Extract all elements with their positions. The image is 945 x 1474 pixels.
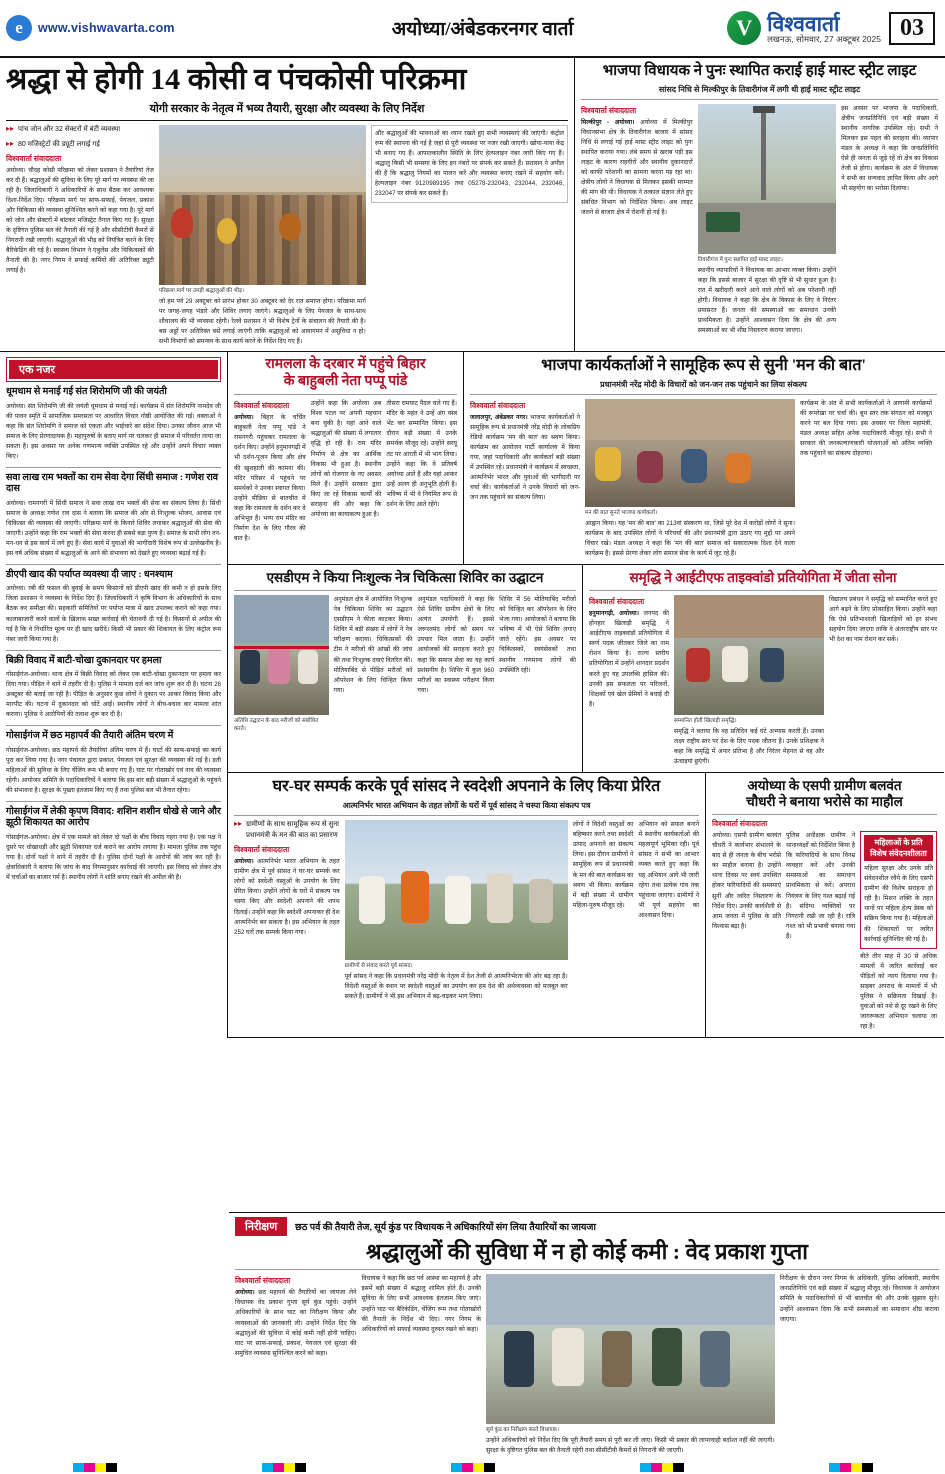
inspection-byline: विश्ववार्ता संवाददाता — [235, 1276, 291, 1286]
cmyk-group — [73, 1463, 117, 1472]
door-to-door-headline: घर-घर सम्पर्क करके पूर्व सांसद ने स्वदेशी अपनाने के लिए किया प्रेरित — [272, 778, 661, 796]
lead-bullet-0: पांच जोन और 32 सेक्टरों में बंटी व्यवस्था — [18, 126, 121, 133]
bullet-arrow-icon: ▸▸ — [6, 124, 15, 133]
inspection-label: निरीक्षण — [235, 1217, 287, 1236]
ek-nazar-text-4: गोसाईगंज-अयोध्या। छठ महापर्व की तैयारियां अंतिम चरण में हैं। घाटों की साफ-सफाई का कार्य पूरा कर लिया गया है। नगर पंचायत द्वारा प्रकाश, पेयजल एवं सुरक्षा की व्यवस्था की गई है। व्रती महिलाओं की सुविधा के लिए चेंजिंग रूम भी बनाए गए हैं। घाट पर गोताखोर एवं नाव की व्यवस्था रहेगी। आयोजन समिति के पदाधिकारियों ने बताया कि इस बार बड़ी संख्या में श्रद्धालुओं के पहुंचने की संभावना है। सुरक्षा के पुख्ता इंतजाम किए गए हैं तथा पुलिस बल भी तैनात रहेगा। — [6, 746, 221, 794]
door-to-door-byline: विश्ववार्ता संवाददाता — [234, 845, 290, 855]
cmyk-group — [262, 1463, 306, 1472]
brand-logo — [727, 11, 881, 45]
taekwondo-headline: समृद्धि ने आईटीएफ ताइक्वांडो प्रतियोगिता में जीता सोना — [629, 570, 897, 586]
sp-rural-headline-line2: चौधरी ने बनाया भरोसे का माहौल — [746, 794, 903, 810]
mann-ki-baat-story — [464, 352, 943, 564]
top-right-subhead: सांसद निधि से मिल्कीपुर के तिवारीगंज में लगी थी हाई मास्ट स्ट्रीट लाइट — [658, 84, 861, 94]
inspection-col-2: विधायक ने कहा कि छठ पर्व आस्था का महापर्व है और इसमें बड़ी संख्या में श्रद्धालु शामिल होते हैं। उनकी सुविधा के लिए सभी आवश्यक इंतजाम किए जाएं। उन्होंने घाट पर बैरिकेडिंग, चेंजिंग रूम तथा गोताखोरों की तैनाती के निर्देश भी दिए। नगर निगम के अधिकारियों को सफाई व्यवस्था दुरुस्त रखने को कहा। — [361, 1275, 481, 1333]
ek-nazar-item[interactable] — [6, 473, 221, 559]
ramlala-col-3: तीसरा रामघाट पैदल चले गए हैं। मंदिर के महंत ने उन्हें अंग वस्त्र भेंट कर सम्मानित किया। इस दौरान बड़ी संख्या में उनके समर्थक मौजूद रहे। उन्होंने सरयू तट पर आरती में भी भाग लिया। उन्होंने कहा कि वे प्रतिवर्ष अयोध्या आते हैं और यहां आकर उन्हें अलग ही अनुभूति होती है। भविष्य में भी वे नियमित रूप से दर्शन के लिए आते रहेंगे। — [386, 400, 457, 508]
top-right-photo — [698, 104, 836, 254]
mann-ki-baat-headline: भाजपा कार्यकर्ताओं ने सामूहिक रूप से सुनी 'मन की बात' — [541, 357, 866, 375]
door-to-door-dateline: अयोध्या। — [234, 858, 254, 866]
ek-nazar-text-3: गोसाईगंज-अयोध्या। थाना क्षेत्र में बिक्री विवाद को लेकर एक बाटी-चोखा दुकानदार पर हमला कर दिया गया। पीड़ित ने थाने में तहरीर दी है। पुलिस ने मामला दर्ज कर जांच शुरू कर दी है। घटना 26 अक्टूबर की बताई जा रही है। पीड़ित के अनुसार कुछ लोगों ने दुकान पर आकर विवाद किया और मारपीट की। घटना में दुकानदार को चोटें आईं। स्थानीय लोगों ने बीच-बचाव कर मामला शांत कराया। पुलिस ने आरोपियों की तलाश शुरू कर दी है। — [6, 671, 221, 719]
sdm-camp-col-3: शिविर में 56 मोतियाबिंद मरीजों को चिन्हित कर ऑपरेशन के लिए भेजा गया। आयोजकों ने बताया कि भविष्य में भी ऐसे शिविर लगाए जाते रहेंगे। इस अवसर पर चिकित्सकों, स्वयंसेवकों तथा स्थानीय गणमान्य लोगों की उपस्थिति रही। — [499, 596, 576, 674]
ek-nazar-item[interactable] — [6, 656, 221, 721]
ramlala-col-2: उन्होंने कहा कि अयोध्या अब विश्व पटल पर अपनी पहचान बना चुकी है। यहां आने वाले श्रद्धालुओं की संख्या में लगातार वृद्धि हो रही है। राम मंदिर निर्माण से क्षेत्र का आर्थिक विकास भी हुआ है। स्थानीय लोगों को रोजगार के नए अवसर मिले हैं। उन्होंने सरकार द्वारा किए जा रहे विकास कार्यों की सराहना की और कहा कि अयोध्या का कायाकल्प हुआ है। — [310, 400, 382, 518]
taekwondo-col-3: विद्यालय प्रबंधन ने समृद्धि को सम्मानित करते हुए आगे बढ़ने के लिए प्रोत्साहित किया। उन्होंने कहा कि ऐसे प्रतिभाशाली खिलाड़ियों को हर संभव सहयोग दिया जाएगा ताकि वे अंतरराष्ट्रीय स्तर पर भी देश का नाम रोशन कर सकें। — [829, 596, 937, 644]
website-url[interactable]: www.vishwavarta.com — [38, 21, 175, 35]
sp-rural-col-3: बीते तीन माह में 30 से अधिक मामलों में त्वरित कार्रवाई कर पीड़ितों को न्याय दिलाया गया है। साइबर अपराध के मामलों में भी पुलिस ने सक्रियता दिखाई है। युवाओं को नशे से दूर रखने के लिए जागरूकता अभियान चलाया जा रहा है। — [860, 952, 937, 1030]
lead-photo — [159, 125, 366, 285]
sdm-camp-col-2: अनुमंडल पदाधिकारी ने कहा कि ऐसे शिविर ग्रामीण क्षेत्रों के लिए अत्यंत उपयोगी हैं। इससे जरूरतमंद लोगों को समय पर उपचार मिल जाता है। उन्होंने आयोजकों की सराहना करते हुए कहा कि समाज सेवा का यह कार्य प्रशंसनीय है। शिविर में कुल 960 मरीजों का स्वास्थ्य परीक्षण किया गया। — [417, 596, 495, 694]
lead-col-1: अयोध्या। चौदह कोसी परिक्रमा को लेकर प्रशासन ने तैयारियां तेज कर दी हैं। श्रद्धालुओं की सुविधा के लिए पूरे मार्ग पर व्यवस्था की जा रही है। जिलाधिकारी ने अधिकारियों के साथ बैठक कर आवश्यक दिशा-निर्देश दिए। परिक्रमा मार्ग पर साफ-सफाई, पेयजल, प्रकाश और चिकित्सा की व्यवस्था सुनिश्चित करने को कहा गया है। पूरे मार्ग को जोन और सेक्टरों में बांटकर मजिस्ट्रेट तैनात किए गए हैं। सुरक्षा के दृष्टिगत पुलिस बल की तैनाती की गई है और सीसीटीवी कैमरों से निगरानी रखी जाएगी। श्रद्धालुओं की भीड़ को नियंत्रित करने के लिए बैरिकेडिंग की गई है। स्वास्थ्य विभाग ने एंबुलेंस और चिकित्सकों की तैनाती की है। नगर निगम ने सफाई कर्मियों की अतिरिक्त ड्यूटी लगाई है। — [6, 167, 154, 275]
ek-nazar-title-2: डीएपी खाद की पर्याप्त व्यवस्था दी जाए : धनश्याम — [6, 569, 173, 580]
ek-nazar-title-5: गोसाईगंज में लेकी कृपण विवाद: शशिन शशीन धोखे से जाने और झूठी शिकायत का आरोप — [6, 806, 221, 829]
ek-nazar-title-0: धूमधाम से मनाई गई संत शिरोमणि जी की जयंती — [6, 387, 167, 398]
sp-rural-col-2: पुलिस अधीक्षक ग्रामीण ने थानाध्यक्षों को निर्देशित किया है कि फरियादियों के साथ विनम्र व्यवहार करें और उनकी समस्याओं का समाधान प्राथमिकता से करें। अपराध नियंत्रण के लिए गश्त बढ़ाई गई है। संदिग्ध व्यक्तियों पर निगरानी रखी जा रही है। रात्रि गश्त को भी प्रभावी बनाया गया है। — [786, 832, 856, 940]
mann-ki-baat-photo — [585, 399, 795, 507]
cmyk-registration-bars — [0, 1463, 945, 1472]
lead-col-2: जो हम पर्व 29 अक्टूबर को प्रारंभ होकर 30 अक्टूबर को देर रात समाप्त होगा। परिक्रमा मार्ग पर जगह-जगह भंडारे और शिविर लगाए जाएंगे। श्रद्धालुओं के लिए पेयजल के साथ-साथ शौचालय की भी व्यवस्था रहेगी। रेलवे प्रशासन ने भी विशेष ट्रेनों के संचालन की तैयारी की है। बस अड्डों पर अतिरिक्त बसें लगाई जाएंगी ताकि श्रद्धालुओं को आवागमन में असुविधा न हो। सभी विभागों को समन्वय के साथ कार्य करने के निर्देश दिए गए हैं। — [158, 298, 366, 346]
bullet-arrow-icon: ▸▸ — [6, 138, 15, 148]
sdm-camp-col-1: अनुमंडल क्षेत्र में आयोजित निःशुल्क नेत्र चिकित्सा शिविर का उद्घाटन एसडीएम ने फीता काटकर किया। शिविर में बड़ी संख्या में लोगों ने नेत्र परीक्षण कराया। चिकित्सकों की टीम ने मरीजों की आंखों की जांच की तथा निःशुल्क दवाएं वितरित कीं। मोतियाबिंद से पीड़ित मरीजों को ऑपरेशन के लिए चिन्हित किया गया। — [333, 596, 413, 694]
ek-nazar-item[interactable] — [6, 570, 221, 645]
taekwondo-photo-caption: सम्मानित होतीं खिलाड़ी समृद्धि। — [674, 718, 737, 725]
taekwondo-dateline: हनुमानगढ़ी, अयोध्या। — [589, 610, 639, 618]
top-right-col-1: अयोध्या में मिल्कीपुर विधानसभा क्षेत्र के तिवारीगंज बाजार में सांसद निधि से लगाई गई हाई मास्ट स्ट्रीट लाइट को पुनः स्थापित कराया गया। लंबे समय से खराब पड़ी इस लाइट के कारण राहगीरों और स्थानीय दुकानदारों को काफी परेशानी का सामना करना पड़ रहा था। क्षेत्रीय लोगों ने विधायक से मिलकर इसकी मरम्मत की मांग की थी। विधायक ने तत्काल संज्ञान लेते हुए संबंधित विभाग को निर्देशित किया। अब लाइट जलने से बाजार क्षेत्र में रोशनी हो गई है। — [581, 118, 693, 217]
ek-nazar-column — [0, 352, 228, 1038]
lead-bullet-1: 80 मजिस्ट्रेटों की ड्यूटी लगाई गई — [18, 140, 100, 148]
door-to-door-col-3: लोगों ने विदेशी वस्तुओं का बहिष्कार करने तथा स्वदेशी उत्पाद अपनाने का संकल्प लिया। इस दौरान ग्रामीणों ने सामूहिक रूप से प्रधानमंत्री के मन की बात कार्यक्रम का श्रवण भी किया। कार्यक्रम में बड़ी संख्या में ग्रामीण महिला-पुरुष मौजूद रहे। — [572, 821, 634, 909]
ramlala-headline-line1: रामलला के दरबार में पहुंचे बिहार — [265, 357, 426, 373]
door-to-door-story — [228, 773, 706, 1037]
ramlala-dateline: अयोध्या। — [234, 414, 254, 422]
top-right-byline: विश्ववार्ता संवाददाता — [581, 105, 637, 115]
ramlala-story — [228, 352, 464, 564]
taekwondo-story — [583, 565, 943, 772]
inspection-dateline: अयोध्या। — [235, 1289, 255, 1297]
inspection-photo — [486, 1274, 775, 1424]
lead-byline: विश्ववार्ता संवाददाता — [6, 154, 62, 163]
sp-rural-byline: विश्ववार्ता संवाददाता — [712, 819, 768, 829]
bullet-arrow-icon: ▸▸ — [234, 819, 243, 829]
lead-headline: श्रद्धा से होगी 14 कोसी व पंचकोसी परिक्रमा — [6, 63, 467, 96]
ek-nazar-text-1: अयोध्या। रामनगरी में सिंधी समाज ने सवा लाख राम भक्तों की सेवा का संकल्प लिया है। सिंधी समाज के अध्यक्ष गणेश राव दास ने बताया कि समाज की ओर से निःशुल्क भोजन, आवास एवं चिकित्सा की व्यवस्था की जाएगी। परिक्रमा मार्ग के किनारे शिविर लगाकर श्रद्धालुओं की सेवा की जाएगी। उन्होंने कहा कि राम भक्तों की सेवा करना ही सबसे बड़ा पुण्य है। समाज के सभी लोग तन-मन-धन से इस कार्य में लगे हुए हैं। सेवा कार्य में युवाओं की भागीदारी विशेष रूप से उल्लेखनीय है। इस वर्ष अधिक संख्या में श्रद्धालुओं के आने की संभावना को देखते हुए व्यवस्था बढ़ाई गई है। — [6, 499, 221, 557]
sp-rural-headline-line1: अयोध्या के एसपी ग्रामीण बलवंत — [747, 778, 902, 794]
sdm-camp-photo-caption: अतिथि उद्घाटन के बाद मरीजों को संबोधित करते। — [234, 718, 319, 733]
masthead-left — [6, 15, 238, 41]
mann-ki-baat-col-2: आह्वान किया। यह 'मन की बात' का 213वां संस्करण था, जिसे पूरे देश में करोड़ों लोगों ने सुना। कार्यक्रम के बाद उपस्थित लोगों ने परिचर्चा की और प्रधानमंत्री द्वारा उठाए गए मुद्दों पर अपने विचार रखे। मंडल अध्यक्ष ने कहा कि 'मन की बात' समाज को सकारात्मक दिशा देने वाला कार्यक्रम है। इससे प्रेरणा लेकर लोग समाज सेवा के कार्य में जुट रहे हैं। — [585, 520, 795, 558]
door-to-door-col-1: आत्मनिर्भर भारत अभियान के तहत ग्रामीण क्षेत्र में पूर्व सांसद ने घर-घर सम्पर्क कर लोगों को स्वदेशी वस्तुओं के उपयोग के लिए प्रेरित किया। उन्होंने लोगों के घरों में संकल्प पत्र चस्पा किए और स्वदेशी अपनाने की शपथ दिलाई। उन्होंने कहा कि स्वदेशी अपनाकर ही देश आत्मनिर्भर बन सकता है। इस अभियान के तहत 252 घरों तक सम्पर्क किया गया। — [234, 858, 340, 936]
mann-ki-baat-col-3: कार्यक्रम के अंत में सभी कार्यकर्ताओं ने आगामी कार्यक्रमों की रूपरेखा पर चर्चा की। बूथ स्तर तक संगठन को मजबूत करने पर बल दिया गया। इस अवसर पर जिला महामंत्री, मंडल अध्यक्ष सहित अनेक पदाधिकारी मौजूद रहे। सभी ने सरकार की जनकल्याणकारी योजनाओं को अंतिम व्यक्ति तक पहुंचाने का संकल्प दोहराया। — [800, 400, 932, 458]
sp-rural-highlight-text: महिला सुरक्षा और उनके प्रति संवेदनशील रवैये के लिए एसपी ग्रामीण की विशेष सराहना हो रही है। मिशन शक्ति के तहत थानों पर महिला हेल्प डेस्क को सक्रिय किया गया है। महिलाओं की शिकायतों पर त्वरित कार्रवाई सुनिश्चित की गई है। — [864, 865, 933, 943]
sdm-camp-photo — [234, 595, 329, 715]
ek-nazar-title-3: बिक्री विवाद में बाटी-चोखा दुकानदार पर हमला — [6, 655, 162, 666]
cmyk-group — [640, 1463, 684, 1472]
mann-ki-baat-photo-caption: मन की बात सुनते भाजपा कार्यकर्ता। — [585, 510, 658, 517]
inspection-headline: श्रद्धालुओं की सुविधा में न हो कोई कमी : वेद प्रकाश गुप्ता — [366, 1239, 808, 1264]
taekwondo-byline: विश्ववार्ता संवाददाता — [589, 597, 645, 607]
inspection-col-4: निरीक्षण के दौरान नगर निगम के अधिकारी, पुलिस अधिकारी, स्थानीय जनप्रतिनिधि एवं बड़ी संख्या में श्रद्धालु मौजूद रहे। विधायक ने आयोजन समिति के पदाधिकारियों से भी बातचीत की और उनके सुझाव सुने। उन्होंने आश्वासन दिया कि सभी समस्याओं का समाधान शीघ्र कराया जाएगा। — [779, 1275, 940, 1323]
ek-nazar-text-5: गोसाईगंज-अयोध्या। क्षेत्र में एक मामले को लेकर दो पक्षों के बीच विवाद गहरा गया है। एक पक्ष ने दूसरे पर धोखाधड़ी और झूठी शिकायत दर्ज कराने का आरोप लगाया है। मामला पुलिस तक पहुंच गया है। दोनों पक्षों ने थाने में तहरीर दी है। पुलिस दोनों पक्षों के आरोपों की जांच कर रही है। क्षेत्राधिकारी ने बताया कि जांच के बाद नियमानुसार कार्रवाई की जाएगी। इस विवाद को लेकर क्षेत्र में चर्चाओं का बाजार गर्म है। स्थानीय लोगों ने शांति बनाए रखने की अपील की है। — [6, 833, 221, 881]
inspection-strip-text: छठ पर्व की तैयारी तेज, सूर्य कुंड पर विधायक ने अधिकारियों संग लिया तैयारियों का जायजा — [295, 1223, 596, 1233]
top-right-headline: भाजपा विधायक ने पुनः स्थापित कराई हाई मास्ट स्ट्रीट लाइट — [602, 63, 917, 79]
lead-col-3: और श्रद्धालुओं की भावनाओं का ध्यान रखते हुए सभी व्यवस्थाएं की जाएंगी। कंट्रोल रूम की स्थापना की गई है जहां से पूरी व्यवस्था पर नजर रखी जाएगी। खोया-पाया केंद्र भी बनाए गए हैं। आपातकालीन स्थिति के लिए हेल्पलाइन नंबर जारी किए गए हैं। श्रद्धालु किसी भी समस्या के लिए इन नंबरों पर संपर्क कर सकते हैं। प्रशासन ने अपील की है कि श्रद्धालु नियमों का पालन करें और व्यवस्था बनाए रखने में सहयोग करें। हेल्पलाइन नंबर 9120989195 तथा 05278-232043, 232044, 232046, 232047 पर संपर्क कर सकते हैं। — [371, 125, 568, 203]
inspection-story — [229, 1212, 945, 1460]
cmyk-group — [829, 1463, 873, 1472]
ek-nazar-label: एक नजर — [9, 360, 218, 379]
ramlala-byline: विश्ववार्ता संवाददाता — [234, 401, 290, 411]
brand-dateline: लखनऊ, सोमवार, 27 अक्टूबर 2025 — [767, 33, 881, 44]
cmyk-group — [451, 1463, 495, 1472]
taekwondo-photo — [674, 595, 824, 715]
sp-rural-highlight-title: महिलाओं के प्रति विशेष संवेदनशीलता — [864, 835, 933, 861]
edge-browser-icon: e — [6, 15, 32, 41]
door-to-door-photo — [345, 820, 568, 960]
top-right-col-2: स्थानीय व्यापारियों ने विधायक का आभार व्यक्त किया। उन्होंने कहा कि इससे बाजार में सुरक्षा की दृष्टि से भी सुधार हुआ है। रात में खरीदारी करने आने वाले लोगों को अब परेशानी नहीं होगी। विधायक ने कहा कि क्षेत्र के विकास के लिए वे निरंतर प्रयासरत हैं। जनता की समस्याओं का समाधान उनकी प्राथमिकता है। उन्होंने आश्वासन दिया कि क्षेत्र की अन्य समस्याओं का भी शीघ्र निस्तारण कराया जाएगा। — [697, 266, 837, 334]
lead-subhead: योगी सरकार के नेतृत्व में भव्य तैयारी, सुरक्षा और व्यवस्था के लिए निर्देश — [149, 103, 425, 115]
brand-name: विश्ववार्ता — [767, 11, 840, 36]
ek-nazar-text-0: अयोध्या। संत शिरोमणि जी की जयंती धूमधाम से मनाई गई। कार्यक्रम में संत शिरोमणि नामदेव जी की पावन स्मृति में सामाजिक समरसता पर आधारित विचार गोष्ठी आयोजित की गई। वक्ताओं ने कहा कि संत शिरोमणि ने समाज को एकता और भाईचारे का संदेश दिया। उनका जीवन आज भी समाज के लिए प्रेरणादायक है। महापुरुषों के बताए मार्ग पर चलकर ही समाज में परिवर्तन लाया जा सकता है। इस अवसर पर अनेक गणमान्य व्यक्ति उपस्थित रहे और उन्होंने अपने विचार व्यक्त किए। — [6, 402, 221, 460]
door-to-door-subhead: आत्मनिर्भर भारत अभियान के तहत लोगों के घरों में पूर्व सांसद ने चस्पा किया संकल्प पत्र — [342, 801, 591, 811]
inspection-photo-caption: सूर्य कुंड का निरीक्षण करते विधायक। — [485, 1427, 560, 1434]
ek-nazar-item[interactable] — [6, 731, 221, 796]
sp-rural-story — [706, 773, 943, 1037]
top-right-dateline: मिल्कीपुर - अयोध्या। — [581, 118, 635, 126]
edition-title: अयोध्या/अंबेडकरनगर वार्ता — [391, 19, 574, 40]
masthead-right — [727, 11, 935, 45]
page-number: 03 — [889, 12, 935, 45]
ek-nazar-text-2: अयोध्या। रबी की फसल की बुवाई के समय किसानों को डीएपी खाद की कमी न हो इसके लिए जिला प्रशासन ने व्यवस्था के निर्देश दिए हैं। जिलाधिकारी ने कृषि विभाग के अधिकारियों के साथ बैठक कर समीक्षा की। सहकारी समितियों पर पर्याप्त मात्रा में खाद उपलब्ध कराने को कहा गया। कालाबाजारी करने वालों के खिलाफ सख्त कार्रवाई की चेतावनी दी गई है। किसानों से अपील की गई है कि वे निर्धारित मूल्य पर ही खाद खरीदें। किसी भी प्रकार की शिकायत के लिए कंट्रोल रूम नंबर जारी किया गया है। — [6, 585, 221, 643]
door-to-door-col-4: अभियान को सफल बनाने में स्थानीय कार्यकर्ताओं की महत्वपूर्ण भूमिका रही। पूर्व सांसद ने सभी का आभार व्यक्त करते हुए कहा कि यह अभियान आगे भी जारी रहेगा तथा प्रत्येक गांव तक पहुंचाया जाएगा। ग्रामीणों ने भी पूर्ण सहयोग का आश्वासन दिया। — [638, 821, 700, 919]
ramlala-headline-line2: के बाहुबली नेता पप्पू पांडे — [283, 373, 408, 389]
mann-ki-baat-col-1: भाजपा कार्यकर्ताओं ने सामूहिक रूप से प्रधानमंत्री नरेंद्र मोदी के लोकप्रिय रेडियो कार्यक्रम 'मन की बात' का श्रवण किया। कार्यक्रम का आयोजन पार्टी कार्यालय में किया गया, जहां पदाधिकारी और कार्यकर्ता बड़ी संख्या में उपस्थित रहे। प्रधानमंत्री ने कार्यक्रम में स्वच्छता, आत्मनिर्भर भारत और युवाओं की भागीदारी पर चर्चा की। कार्यकर्ताओं ने उनके विचारों को जन-जन तक पहुंचाने का संकल्प लिया। — [470, 414, 580, 502]
ek-nazar-item[interactable] — [6, 387, 221, 462]
taekwondo-col-2: समृद्धि ने बताया कि वह प्रतिदिन कई घंटे अभ्यास करती हैं। उनका लक्ष्य राष्ट्रीय स्तर पर देश के लिए पदक जीतना है। उनके प्रशिक्षक ने कहा कि समृद्धि में अपार प्रतिभा है और निरंतर मेहनत से वह और ऊंचाइयां छुएंगी। — [674, 728, 824, 766]
mann-ki-baat-subhead: प्रधानमंत्री नरेंद्र मोदी के विचारों को जन-जन तक पहुंचाने का लिया संकल्प — [600, 380, 807, 390]
lead-photo-caption: परिक्रमा मार्ग पर उमड़ी श्रद्धालुओं की भीड़। — [158, 288, 245, 294]
ek-nazar-item[interactable] — [6, 807, 221, 883]
inspection-col-3: उन्होंने अधिकारियों को निर्देश दिए कि पूरी तैयारी समय से पूरी कर ली जाए। किसी भी प्रकार की लापरवाही बर्दाश्त नहीं की जाएगी। सुरक्षा के दृष्टिगत पुलिस बल की तैनाती रहेगी तथा सीसीटीवी कैमरों से निगरानी की जाएगी। — [485, 1437, 775, 1455]
mann-ki-baat-dateline: जलालपुर, अंबेडकर नगर। — [470, 414, 528, 422]
door-to-door-photo-caption: ग्रामीणों से संवाद करते पूर्व सांसद। — [344, 963, 413, 970]
mann-ki-baat-byline: विश्ववार्ता संवाददाता — [470, 401, 526, 411]
door-to-door-bullet: ग्रामीणों के साथ सामूहिक रूप से सुना प्रधानमंत्री के मन की बात का प्रसारण — [246, 821, 339, 839]
vishwavarta-logo-icon: V — [727, 11, 761, 45]
lead-bullets — [6, 125, 154, 150]
ramlala-col-1: बिहार के चर्चित बाहुबली नेता पप्पू पांडे ने रामनगरी पहुंचकर रामलला के दर्शन किए। उन्होंने हनुमानगढ़ी में भी दर्शन-पूजन किया और क्षेत्र की खुशहाली की कामना की। मंदिर परिसर में पहुंचने पर समर्थकों ने उनका स्वागत किया। उन्होंने मीडिया से बातचीत में कहा कि रामलला के दर्शन कर वे अभिभूत हैं। भव्य राम मंदिर का निर्माण देश के लिए गौरव की बात है। — [234, 414, 306, 542]
sdm-camp-story — [228, 565, 583, 772]
sdm-camp-headline: एसडीएम ने किया निःशुल्क नेत्र चिकित्सा शिविर का उद्घाटन — [266, 570, 544, 586]
top-right-photo-caption: तिवारीगंज में पुनः स्थापित हाई मास्ट लाइट। — [697, 256, 783, 263]
taekwondo-col-1: जनपद की होनहार खिलाड़ी समृद्धि ने आईटीएफ ताइक्वांडो प्रतियोगिता में स्वर्ण पदक जीतकर जिले का नाम रोशन किया है। राज्य स्तरीय प्रतियोगिता में उन्होंने शानदार प्रदर्शन करते हुए यह उपलब्धि हासिल की। उनकी इस सफलता पर परिजनों, शिक्षकों एवं खेल प्रेमियों ने बधाई दी है। — [589, 610, 669, 708]
lead-story — [0, 58, 575, 351]
masthead — [0, 0, 945, 58]
sp-rural-col-1: अयोध्या। एसपी ग्रामीण बलवंत चौधरी ने कार्यभार संभालने के बाद से ही जनता के बीच भरोसे का माहौल बनाया है। उन्होंने थाना दिवस पर स्वयं उपस्थित होकर फरियादियों की समस्याएं सुनीं और त्वरित निस्तारण के निर्देश दिए। उनकी कार्यशैली से आम जनता में पुलिस के प्रति विश्वास बढ़ा है। — [712, 832, 782, 930]
inspection-col-1: छठ महापर्व की तैयारियों का जायजा लेने विधायक वेद प्रकाश गुप्ता सूर्य कुंड पहुंचे। उन्होंने अधिकारियों के साथ घाट का निरीक्षण किया और व्यवस्थाओं की जानकारी ली। उन्होंने निर्देश दिए कि श्रद्धालुओं की सुविधा में कोई कमी नहीं होनी चाहिए। घाट पर साफ-सफाई, प्रकाश, पेयजल एवं सुरक्षा की समुचित व्यवस्था सुनिश्चित करने को कहा। — [235, 1289, 357, 1357]
ek-nazar-title-4: गोसाईगंज में छठ महापर्व की तैयारी अंतिम चरण में — [6, 731, 174, 742]
ek-nazar-title-1: सवा लाख राम भक्तों का राम सेवा देगा सिंधी समाज : गणेश राव दास — [6, 472, 219, 495]
top-right-story — [575, 58, 944, 351]
top-right-col-3: इस अवसर पर भाजपा के पदाधिकारी, क्षेत्रीय जनप्रतिनिधि एवं बड़ी संख्या में स्थानीय नागरिक उपस्थित रहे। सभी ने मिलकर इस पहल की सराहना की। व्यापार मंडल के अध्यक्ष ने कहा कि जनप्रतिनिधि ऐसे ही जनता से जुड़े रहें तो क्षेत्र का विकास तेजी से होगा। कार्यक्रम के अंत में विधायक ने सभी का धन्यवाद ज्ञापित किया और आगे भी सहयोग का भरोसा दिलाया। — [841, 104, 939, 193]
door-to-door-col-2: पूर्व सांसद ने कहा कि प्रधानमंत्री नरेंद्र मोदी के नेतृत्व में देश तेजी से आत्मनिर्भरता की ओर बढ़ रहा है। विदेशी वस्तुओं के स्थान पर स्वदेशी वस्तुओं का उपयोग कर हम देश की अर्थव्यवस्था को मजबूत कर सकते हैं। ग्रामीणों ने भी इस अभियान में बढ़-चढ़कर भाग लिया। — [344, 973, 568, 1001]
